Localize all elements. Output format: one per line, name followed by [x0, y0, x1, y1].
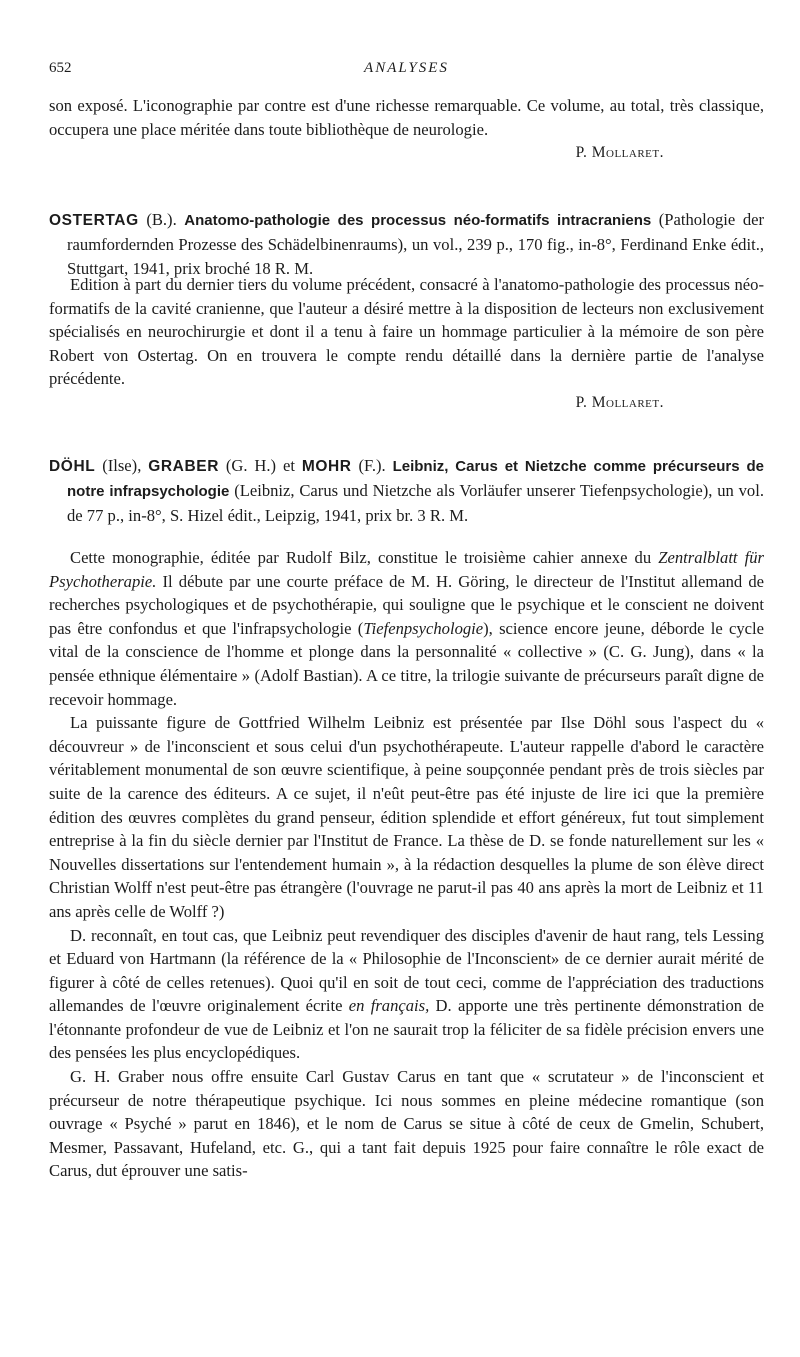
bibliographic-heading	[49, 208, 764, 281]
author-name: MOHR	[301, 457, 352, 475]
work-reference: (Leibniz, Carus und Nietzche als Vorläufer unserer Tiefenpsychologie), un vol. de 77 p., in-8°, S. Hizel édit., Leipzig, 1941, prix br. 3 R. M.	[67, 480, 764, 525]
paragraph: Edition à part du dernier tiers du volume précédent, consacré à l'anatomo-pathologie des processus néo-formatifs de la cavité cranienne, que l'auteur a désiré mettre à la disposition de lecteurs non exclusivement spécialisés en neurochirurgie et dont il a tenu à faire un hommage particulier à la mémoire de son père Robert von Ostertag. On en trouvera le compte rendu détaillé dans la dernière partie de l'analyse précédente.	[49, 275, 764, 389]
author-name: GRABER	[148, 457, 220, 475]
paragraph: La puissante figure de Gottfried Wilhelm Leibniz est présentée par Ilse Döhl sous l'aspect du « découvreur » de l'inconscient et sous celui d'un psychothérapeute. L'auteur rappelle d'abord le caractère véritablement monumental de son œuvre scientifique, à peine soupçonnée pendant près de trois siècles par suite de la carence des éditeurs. A ce sujet, il n'eût peut-être pas été injuste de lire ici que la première édition des œuvres complètes du grand penseur, édition splendide et effort généreux, fut tout simplement entreprise à la fin du siècle dernier par l'Institut de France. La thèse de D. se fonde naturellement sur les « Nouvelles dissertations sur l'entendement humain », à la rédaction desquelles la plume de son élève direct Christian Wolff n'est peut-être pas étrangère (l'ouvrage ne parut-il pas 40 ans après la mort de Leibniz et 11 ans après celle de Wolff ?)	[49, 713, 764, 921]
author-initials: (Ilse),	[102, 455, 142, 475]
author-initials: (B.).	[146, 209, 177, 229]
author-connector: et	[282, 455, 295, 475]
paragraph: son exposé. L'iconographie par contre est d'une richesse remarquable. Ce volume, au total, très classique, occupera une place méritée dans toute bibliothèque de neurologie.	[49, 96, 764, 139]
work-title: Anatomo-pathologie des processus néo-formatifs intracraniens	[184, 211, 652, 229]
work-reference: (Pathologie der raumfordernden Prozesse des Schädelbinenraums), un vol., 239 p., 170 fig., in-8°, Ferdinand Enke édit., Stuttgart, 1941, prix broché 18 R. M.	[67, 209, 765, 278]
author-name: OSTERTAG	[49, 211, 139, 229]
page-header	[49, 60, 764, 82]
reviewer-signature: P. Mollaret.	[575, 144, 664, 162]
journal-title: Zentralblatt für Psychotherapie.	[49, 548, 764, 591]
author-name: DÖHL	[49, 457, 96, 475]
author-initials: (G. H.)	[225, 455, 277, 475]
page-number: 652	[49, 60, 72, 76]
german-term: Tiefenpsychologie	[363, 618, 484, 638]
running-head: ANALYSES	[364, 60, 449, 76]
italic-term: en français,	[348, 996, 430, 1016]
author-initials: (F.).	[358, 455, 386, 475]
work-title: Leibniz, Carus et Nietzche comme précurseurs de notre infrapsychologie	[67, 457, 764, 500]
review-body-ostertag	[49, 273, 764, 415]
paragraph: G. H. Graber nous offre ensuite Carl Gustav Carus en tant que « scrutateur » de l'inconscient et précurseur de notre thérapeutique psychique. Ici nous sommes en pleine médecine romantique (son ouvrage « Psyché » parut en 1846), et le nom de Carus se situe à côté de ceux de Gmelin, Schubert, Mesmer, Passavant, Hufeland, etc. G., qui a tant fait depuis 1925 pour faire connaître le rôle exact de Carus, dut éprouver une satis-	[49, 1067, 764, 1181]
paragraph: Cette monographie, éditée par Rudolf Bilz, constitue le troisième cahier annexe du Zentralblatt für Psychotherapie. Il débute par une courte préface de M. H. Göring, le directeur de l'Institut allemand de recherches psychologiques et de psychothérapie, qui souligne que le psychique et le conscient ne doivent pas être confondus et que l'infrapsychologie (Tiefenpsychologie), science encore jeune, déborde le cycle vital de la conscience de l'homme et plonge dans la personnalité « collective » (C. G. Jung), dans « la pensée ethnique élémentaire » (Adolf Bastian). A ce titre, la trilogie suivante de précurseurs paraît digne de recevoir hommage.	[49, 548, 765, 709]
review-entry-dohl-graber-mohr	[49, 437, 764, 544]
previous-review-ending	[49, 94, 764, 165]
review-body-dohl	[49, 546, 764, 1183]
bibliographic-heading	[49, 454, 764, 528]
reviewer-signature: P. Mollaret.	[575, 393, 664, 411]
paragraph: D. reconnaît, en tout cas, que Leibniz peut revendiquer des disciples d'avenir de haut rang, tels Lessing et Eduard von Hartmann (la référence de la « Philosophie de l'Inconscient» de ce dernier aurait mérité de figurer à côté de celles retenues). Quoi qu'il en soit de tout ceci, comme de l'appréciation des traductions allemandes de l'œuvre originalement écrite en français, D. apporte une très pertinente démonstration de l'étonnante profondeur de vue de Leibniz et l'on ne saurait trop la féliciter de sa fidèle précision envers une des pensées les plus encyclopédiques.	[49, 925, 764, 1063]
